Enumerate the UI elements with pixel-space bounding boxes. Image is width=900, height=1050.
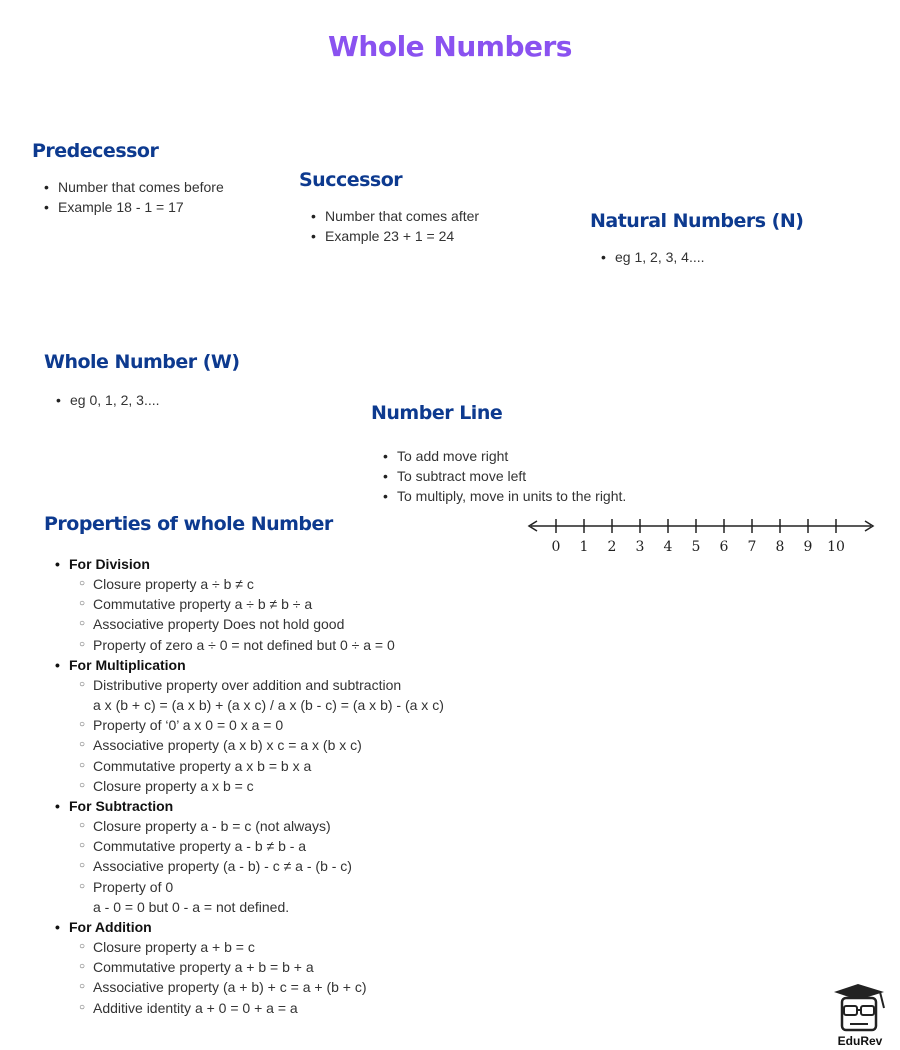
list-item: • eg 0, 1, 2, 3.... — [56, 390, 160, 410]
subtraction-list — [55, 816, 444, 917]
list-item: • Number that comes before — [44, 177, 224, 197]
multiplication-list — [55, 675, 444, 796]
properties-list — [55, 554, 444, 1018]
list-item: • eg 1, 2, 3, 4.... — [601, 247, 705, 267]
list-item: ○ Commutative property a + b = b + a — [55, 957, 444, 977]
distributive-line: ○ Distributive property over addition and subtraction — [93, 676, 402, 693]
number-line-list — [383, 446, 626, 506]
list-item: • To subtract move left — [383, 466, 626, 486]
list-item: ○ Commutative property a - b ≠ b - a — [55, 836, 444, 856]
list-item: ○ Closure property a + b = c — [55, 937, 444, 957]
number-line-label: 7 — [747, 539, 757, 555]
list-item: • Example 18 - 1 = 17 — [44, 197, 224, 217]
list-item: ○ Closure property a x b = c — [55, 776, 444, 796]
list-item: ○ Property of ‘0’ a x 0 = 0 x a = 0 — [55, 715, 444, 735]
logo-text: EduRev — [837, 1034, 883, 1048]
natural-numbers-heading: Natural Numbers (N) — [590, 210, 804, 232]
list-item: ○ Closure property a - b = c (not always) — [55, 816, 444, 836]
addition-title: • For Addition — [55, 917, 444, 937]
list-item: ○ Commutative property a x b = b x a — [55, 756, 444, 776]
number-line-heading: Number Line — [371, 402, 503, 424]
number-line-label: 5 — [691, 539, 701, 555]
list-item — [55, 675, 444, 715]
number-line-label: 2 — [607, 539, 617, 555]
properties-heading: Properties of whole Number — [44, 513, 333, 535]
distributive-formula: a x (b + c) = (a x b) + (a x c) / a x (b - c) = (a x b) - (a x c) — [93, 697, 444, 714]
list-item: ○ Commutative property a ÷ b ≠ b ÷ a — [55, 594, 444, 614]
whole-number-list — [56, 390, 160, 410]
list-item: ○ Associative property (a x b) x c = a x (b x c) — [55, 735, 444, 755]
subtraction-title: • For Subtraction — [55, 796, 444, 816]
predecessor-heading: Predecessor — [32, 140, 159, 162]
predecessor-list — [44, 177, 224, 217]
list-item: ○ Associative property Does not hold good — [55, 614, 444, 634]
addition-list — [55, 937, 444, 1018]
list-item — [55, 877, 444, 917]
division-list — [55, 574, 444, 655]
multiplication-title: • For Multiplication — [55, 655, 444, 675]
zero-property-formula: a - 0 = 0 but 0 - a = not defined. — [93, 898, 290, 915]
list-item: ○ Associative property (a + b) + c = a + (b + c) — [55, 977, 444, 997]
number-line-label: 1 — [579, 539, 589, 555]
number-line-label: 10 — [827, 539, 845, 555]
zero-property-line: ○ Property of 0 — [93, 878, 174, 895]
edurev-logo — [828, 980, 892, 1050]
list-item: • Number that comes after — [311, 206, 479, 226]
number-line-label: 3 — [635, 539, 645, 555]
division-title: • For Division — [55, 554, 444, 574]
list-item: • To multiply, move in units to the right. — [383, 486, 626, 506]
number-line-label: 6 — [719, 539, 729, 555]
number-line-label: 0 — [551, 539, 561, 555]
list-item: ○ Associative property (a - b) - c ≠ a - (b - c) — [55, 856, 444, 876]
successor-heading: Successor — [299, 169, 403, 191]
page-title: Whole Numbers — [328, 30, 572, 63]
number-line-label: 4 — [663, 539, 673, 555]
list-item: ○ Closure property a ÷ b ≠ c — [55, 574, 444, 594]
successor-list — [311, 206, 479, 246]
whole-number-heading: Whole Number (W) — [44, 351, 240, 373]
number-line-diagram — [525, 514, 880, 559]
list-item: • Example 23 + 1 = 24 — [311, 226, 479, 246]
list-item: ○ Additive identity a + 0 = 0 + a = a — [55, 998, 444, 1018]
number-line-label: 9 — [803, 539, 813, 555]
list-item: ○ Property of zero a ÷ 0 = not defined but 0 ÷ a = 0 — [55, 635, 444, 655]
graduation-cap-icon — [828, 980, 892, 1036]
natural-numbers-list — [601, 247, 705, 267]
number-line-label: 8 — [775, 539, 785, 555]
list-item: • To add move right — [383, 446, 626, 466]
